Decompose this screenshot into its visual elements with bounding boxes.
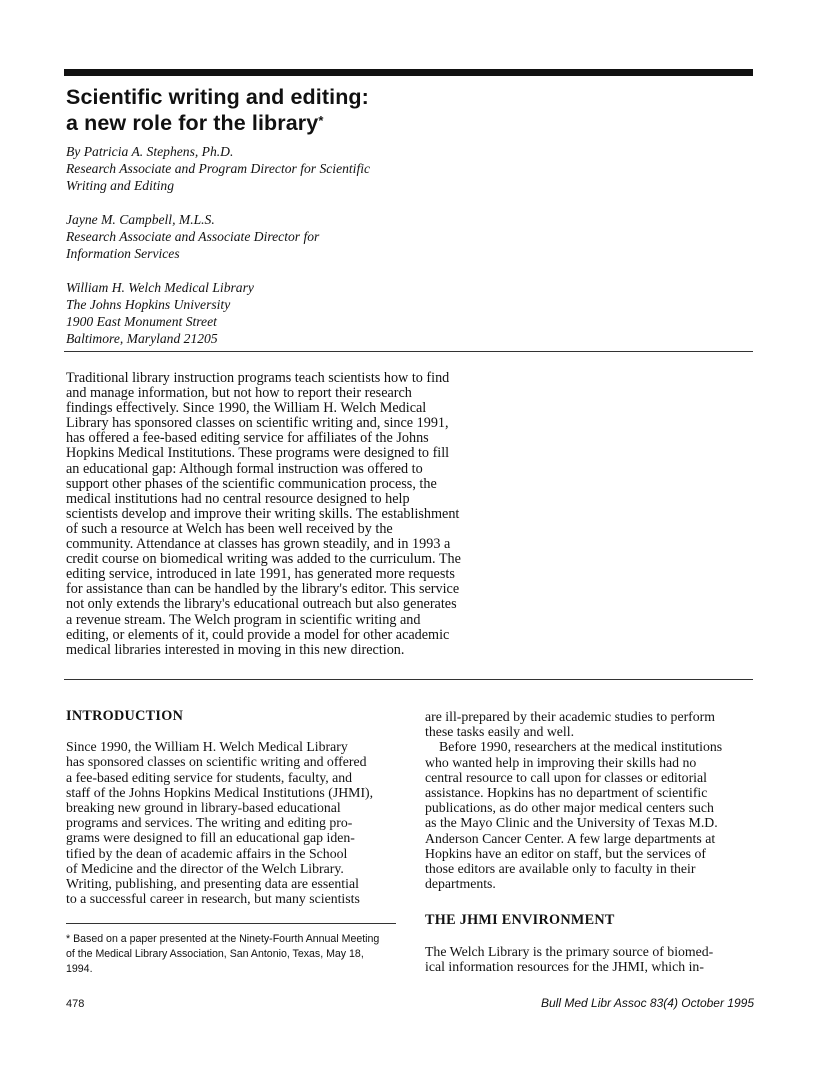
abstract-line: an educational gap: Although formal instruction was offered to bbox=[66, 460, 423, 477]
body-line: tified by the dean of academic affairs in the School bbox=[66, 845, 348, 861]
abstract-line: scientists develop and improve their writing skills. The establishment bbox=[66, 505, 460, 522]
body-line: ical information resources for the JHMI, which in- bbox=[425, 958, 704, 974]
body-line: programs and services. The writing and editing pro- bbox=[66, 815, 353, 831]
abstract-line: not only extends the library's educational outreach but also generates bbox=[66, 596, 457, 613]
footnote-line: of the Medical Library Association, San Antonio, Texas, May 18, bbox=[66, 948, 364, 960]
author-line: By Patricia A. Stephens, Ph.D. bbox=[66, 144, 234, 159]
paragraph-before-1990 bbox=[425, 739, 755, 891]
abstract bbox=[66, 371, 706, 658]
abstract-line: credit course on biomedical writing was added to the curriculum. The bbox=[66, 551, 461, 568]
abstract-line: for assistance than can be handled by the library's editor. This service bbox=[66, 581, 460, 598]
author-affiliations bbox=[66, 143, 566, 364]
body-line: Anderson Cancer Center. A few large departments at bbox=[425, 830, 716, 846]
institution-address bbox=[66, 279, 566, 347]
abstract-line: and manage information, but not how to report their research bbox=[66, 385, 412, 402]
body-line: to a successful career in research, but many scientists bbox=[66, 891, 360, 907]
footnote-line: * Based on a paper presented at the Ninety-Fourth Annual Meeting bbox=[66, 933, 380, 945]
address-line: The Johns Hopkins University bbox=[66, 297, 231, 312]
body-line: a fee-based editing service for students, faculty, and bbox=[66, 769, 353, 785]
right-column bbox=[425, 709, 755, 974]
abstract-line: of such a resource at Welch has been well received by the bbox=[66, 520, 393, 537]
page-number: 478 bbox=[66, 998, 85, 1010]
author-line: Information Services bbox=[66, 246, 180, 261]
body-line: staff of the Johns Hopkins Medical Institutions (JHMI), bbox=[66, 784, 374, 800]
address-line: 1900 East Monument Street bbox=[66, 314, 217, 329]
body-line: as the Mayo Clinic and the University of Texas M.D. bbox=[425, 815, 718, 831]
address-line: William H. Welch Medical Library bbox=[66, 280, 254, 295]
abstract-line: editing, or elements of it, could provide a model for other academic bbox=[66, 626, 450, 643]
journal-citation: Bull Med Libr Assoc 83(4) October 1995 bbox=[541, 996, 754, 1010]
abstract-line: findings effectively. Since 1990, the William H. Welch Medical bbox=[66, 400, 427, 417]
footnote bbox=[66, 932, 402, 977]
introduction-paragraph bbox=[66, 739, 396, 906]
abstract-line: Hopkins Medical Institutions. These programs were designed to fill bbox=[66, 445, 450, 462]
body-line: of Medicine and the director of the Welch Library. bbox=[66, 860, 344, 876]
body-line: are ill-prepared by their academic studies to perform bbox=[425, 709, 715, 724]
section-heading-introduction: INTRODUCTION bbox=[66, 708, 184, 724]
body-line: publications, as do other major medical centers such bbox=[425, 800, 714, 816]
body-line: breaking new ground in library-based educational bbox=[66, 800, 341, 816]
body-line: Writing, publishing, and presenting data are essential bbox=[66, 876, 359, 892]
title-line-1: Scientific writing and editing: bbox=[66, 85, 369, 109]
body-line: who wanted help in improving their skills had no bbox=[425, 754, 697, 770]
author-block-2 bbox=[66, 211, 566, 262]
left-column bbox=[66, 709, 396, 906]
body-line: grams were designed to fill an educational gap iden- bbox=[66, 830, 355, 846]
author-line: Writing and Editing bbox=[66, 178, 174, 193]
body-line: departments. bbox=[425, 876, 496, 892]
abstract-line: Library has sponsored classes on scientific writing and, since 1991, bbox=[66, 415, 449, 432]
abstract-line: medical institutions had no central resource designed to help bbox=[66, 490, 410, 507]
body-line: Before 1990, researchers at the medical institutions bbox=[439, 739, 723, 755]
author-line: Research Associate and Associate Director for bbox=[66, 229, 320, 244]
body-line: these tasks easily and well. bbox=[425, 724, 575, 740]
title-footnote-mark: * bbox=[318, 113, 324, 128]
body-line: The Welch Library is the primary source of biomed- bbox=[425, 943, 714, 959]
author-line: Research Associate and Program Director for Scientific bbox=[66, 161, 371, 176]
address-line: Baltimore, Maryland 21205 bbox=[66, 331, 218, 346]
abstract-line: support other phases of the scientific communication process, the bbox=[66, 475, 437, 492]
author-block-1 bbox=[66, 143, 566, 194]
title-line-2: a new role for the library bbox=[66, 111, 319, 135]
body-line: those editors are available only to faculty in their bbox=[425, 861, 696, 877]
abstract-line: has offered a fee-based editing service for affiliates of the Johns bbox=[66, 430, 429, 447]
author-line: Jayne M. Campbell, M.L.S. bbox=[66, 212, 215, 227]
footnote-rule bbox=[66, 923, 396, 924]
body-line: Hopkins have an editor on staff, but the services of bbox=[425, 845, 706, 861]
abstract-line: a revenue stream. The Welch program in scientific writing and bbox=[66, 611, 421, 628]
abstract-line: community. Attendance at classes has grown steadily, and in 1993 a bbox=[66, 536, 451, 553]
abstract-line: editing service, introduced in late 1991, has generated more requests bbox=[66, 566, 455, 583]
article-title bbox=[66, 84, 746, 136]
abstract-line: medical libraries interested in moving in this new direction. bbox=[66, 641, 405, 658]
abstract-line: Traditional library instruction programs teach scientists how to find bbox=[66, 370, 450, 386]
header-rule bbox=[64, 69, 753, 76]
abstract-bottom-rule bbox=[64, 679, 753, 680]
footnote-line: 1994. bbox=[66, 963, 93, 975]
continued-paragraph bbox=[425, 709, 755, 739]
body-line: assistance. Hopkins has no department of scientific bbox=[425, 785, 708, 801]
abstract-top-rule bbox=[64, 351, 753, 352]
body-line: has sponsored classes on scientific writing and offered bbox=[66, 754, 367, 770]
jhmi-paragraph bbox=[425, 944, 755, 974]
body-line: central resource to call upon for classes or editorial bbox=[425, 769, 707, 785]
section-heading-jhmi-environment: THE JHMI ENVIRONMENT bbox=[425, 912, 615, 929]
body-line: Since 1990, the William H. Welch Medical Library bbox=[66, 739, 348, 755]
